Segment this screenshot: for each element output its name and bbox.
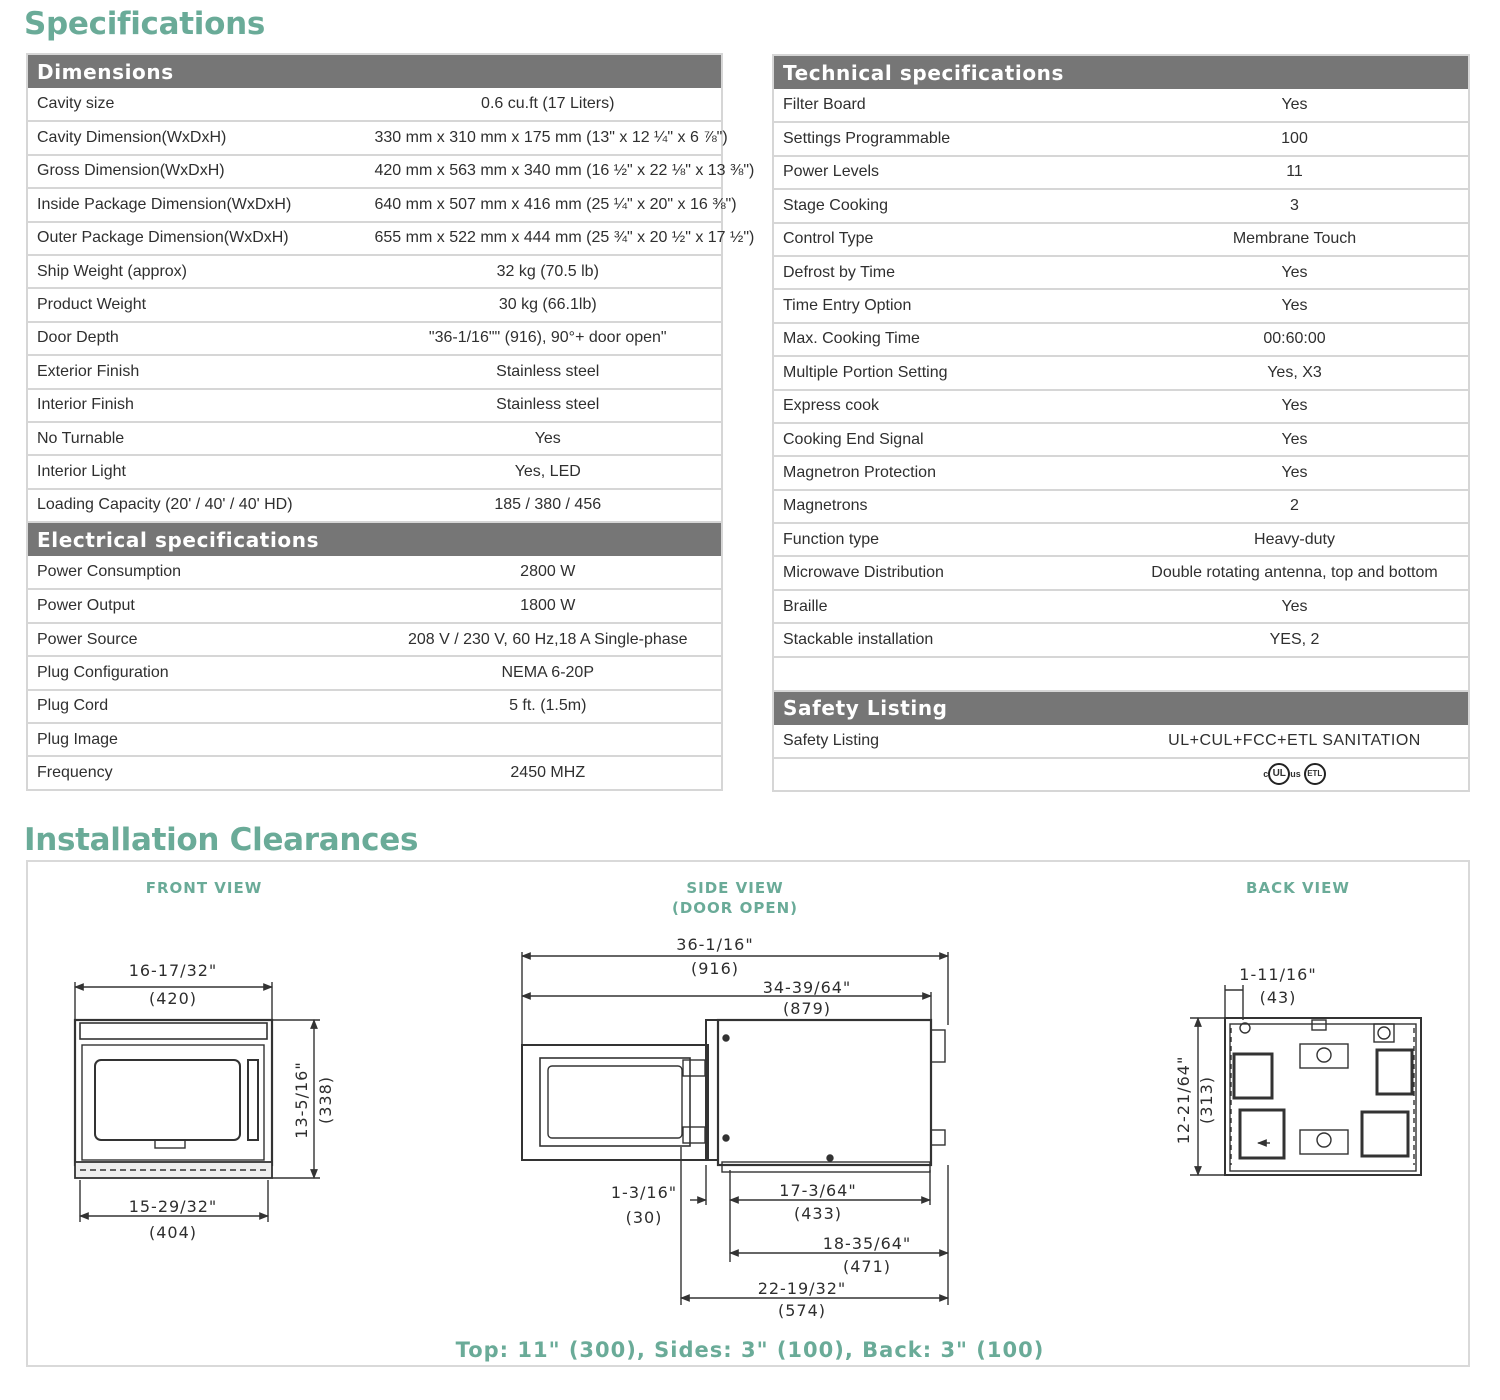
technical-value: Yes <box>1121 590 1469 623</box>
technical-value: 100 <box>1121 122 1469 155</box>
technical-label: Stackable installation <box>773 623 1121 656</box>
front-width-in: 16-17/32" <box>128 961 218 980</box>
dimension-value: 0.6 cu.ft (17 Liters) <box>375 88 723 121</box>
dimension-value: Yes, LED <box>375 455 723 488</box>
dimension-label: Ship Weight (approx) <box>27 255 375 288</box>
side-door-in: 36-1/16" <box>676 935 754 954</box>
side-gap-in: 1-3/16" <box>610 1183 678 1202</box>
dimension-label: Outer Package Dimension(WxDxH) <box>27 222 375 255</box>
cul-us-mark: us <box>1290 769 1301 780</box>
specifications-title: Specifications <box>24 6 266 42</box>
safety-header-title: Safety Listing <box>773 691 1469 725</box>
side-b-mm: (471) <box>842 1257 892 1276</box>
technical-label: Stage Cooking <box>773 189 1121 222</box>
technical-value: Yes <box>1121 256 1469 289</box>
technical-label: Magnetrons <box>773 490 1121 523</box>
back-height-in: 12-21/64" <box>1174 1055 1193 1145</box>
side-c-mm: (574) <box>777 1301 827 1320</box>
technical-label: Multiple Portion Setting <box>773 356 1121 389</box>
electrical-header-title: Electrical specifications <box>27 522 722 556</box>
dimension-label: Gross Dimension(WxDxH) <box>27 155 375 188</box>
electrical-value: 5 ft. (1.5m) <box>375 690 723 723</box>
technical-value: Yes <box>1121 89 1469 122</box>
technical-value: Yes <box>1121 390 1469 423</box>
technical-header-title: Technical specifications <box>773 55 1469 89</box>
electrical-label: Frequency <box>27 756 375 789</box>
electrical-label: Power Output <box>27 589 375 622</box>
dimension-value: 640 mm x 507 mm x 416 mm (25 ¼" x 20" x 16 ⅜") <box>375 188 723 221</box>
dimension-label: Interior Light <box>27 455 375 488</box>
dimension-value: 30 kg (66.1lb) <box>375 288 723 321</box>
technical-value: 2 <box>1121 490 1469 523</box>
electrical-label: Plug Configuration <box>27 656 375 689</box>
installation-clearances-title: Installation Clearances <box>24 822 419 858</box>
dimension-label: Inside Package Dimension(WxDxH) <box>27 188 375 221</box>
front-base-in: 15-29/32" <box>128 1197 218 1216</box>
technical-label: Defrost by Time <box>773 256 1121 289</box>
technical-label: Settings Programmable <box>773 122 1121 155</box>
cul-c-mark: c <box>1263 769 1269 780</box>
dimension-value: 655 mm x 522 mm x 444 mm (25 ¾" x 20 ½" x 17 ½") <box>375 222 723 255</box>
technical-label: Cooking End Signal <box>773 423 1121 456</box>
dimension-value: Stainless steel <box>375 355 723 388</box>
electrical-label: Plug Cord <box>27 690 375 723</box>
side-body-mm: (879) <box>782 999 832 1018</box>
side-body-in: 34-39/64" <box>762 978 852 997</box>
electrical-label: Power Consumption <box>27 556 375 589</box>
front-height-mm: (338) <box>316 1075 335 1125</box>
electrical-value: 2450 MHZ <box>375 756 723 789</box>
dimension-label: Loading Capacity (20' / 40' / 40' HD) <box>27 489 375 522</box>
front-view-drawing <box>75 982 320 1222</box>
electrical-value: 1800 W <box>375 589 723 622</box>
safety-label: Safety Listing <box>773 725 1121 758</box>
side-c-in: 22-19/32" <box>757 1279 847 1298</box>
technical-label: Max. Cooking Time <box>773 323 1121 356</box>
dimension-label: Exterior Finish <box>27 355 375 388</box>
technical-value: Yes <box>1121 423 1469 456</box>
dimension-value: Stainless steel <box>375 389 723 422</box>
dimensions-header-title: Dimensions <box>27 54 722 88</box>
technical-label: Microwave Distribution <box>773 556 1121 589</box>
technical-label: Braille <box>773 590 1121 623</box>
dimension-label: Interior Finish <box>27 389 375 422</box>
etl-logo-icon: ETL <box>1304 763 1326 785</box>
side-a-mm: (433) <box>793 1204 843 1223</box>
dimension-value: "36-1/16"" (916), 90°+ door open" <box>375 322 723 355</box>
technical-label: Express cook <box>773 390 1121 423</box>
side-view-label-line2: (DOOR OPEN) <box>672 899 798 917</box>
technical-value: Yes <box>1121 456 1469 489</box>
electrical-value: 2800 W <box>375 556 723 589</box>
dimension-label: Door Depth <box>27 322 375 355</box>
back-top-in: 1-11/16" <box>1239 965 1317 984</box>
technical-value: 11 <box>1121 156 1469 189</box>
technical-label: Magnetron Protection <box>773 456 1121 489</box>
technical-value: 3 <box>1121 189 1469 222</box>
dimension-value: 330 mm x 310 mm x 175 mm (13" x 12 ¼" x 6 ⅞") <box>375 121 723 154</box>
side-a-in: 17-3/64" <box>779 1181 857 1200</box>
technical-value: Double rotating antenna, top and bottom <box>1121 556 1469 589</box>
technical-value: Yes, X3 <box>1121 356 1469 389</box>
technical-value: YES, 2 <box>1121 623 1469 656</box>
technical-label: Time Entry Option <box>773 289 1121 322</box>
electrical-label: Plug Image <box>27 723 375 756</box>
dimension-value: Yes <box>375 422 723 455</box>
clearance-note: Top: 11" (300), Sides: 3" (100), Back: 3" (100) <box>455 1338 1045 1362</box>
front-width-mm: (420) <box>148 989 198 1008</box>
safety-value: UL+CUL+FCC+ETL SANITATION <box>1121 725 1469 758</box>
technical-label: Function type <box>773 523 1121 556</box>
ul-mark: UL <box>1272 768 1286 780</box>
back-view-label: BACK VIEW <box>1246 879 1350 897</box>
dimension-value: 32 kg (70.5 lb) <box>375 255 723 288</box>
dimension-label: No Turnable <box>27 422 375 455</box>
dimension-label: Cavity size <box>27 88 375 121</box>
dimension-label: Cavity Dimension(WxDxH) <box>27 121 375 154</box>
technical-label: Control Type <box>773 223 1121 256</box>
front-view-label: FRONT VIEW <box>145 879 263 897</box>
back-top-mm: (43) <box>1259 988 1297 1007</box>
technical-value: Membrane Touch <box>1121 223 1469 256</box>
side-b-in: 18-35/64" <box>822 1234 912 1253</box>
front-base-mm: (404) <box>148 1223 198 1242</box>
electrical-value: 208 V / 230 V, 60 Hz,18 A Single-phase <box>375 623 723 656</box>
side-view-label-line1: SIDE VIEW <box>686 879 784 897</box>
electrical-value: NEMA 6-20P <box>375 656 723 689</box>
electrical-label: Power Source <box>27 623 375 656</box>
technical-value: 00:60:00 <box>1121 323 1469 356</box>
technical-label: Power Levels <box>773 156 1121 189</box>
side-gap-mm: (30) <box>625 1208 663 1227</box>
front-height-in: 13-5/16" <box>292 1061 311 1139</box>
dimension-label: Product Weight <box>27 288 375 321</box>
technical-value: Yes <box>1121 289 1469 322</box>
technical-value: Heavy-duty <box>1121 523 1469 556</box>
dimension-value: 420 mm x 563 mm x 340 mm (16 ½" x 22 ⅛" x 13 ⅜") <box>375 155 723 188</box>
back-view-drawing <box>1190 985 1421 1175</box>
dimension-value: 185 / 380 / 456 <box>375 489 723 522</box>
technical-label: Filter Board <box>773 89 1121 122</box>
side-door-mm: (916) <box>690 959 740 978</box>
back-height-mm: (313) <box>1197 1075 1216 1125</box>
